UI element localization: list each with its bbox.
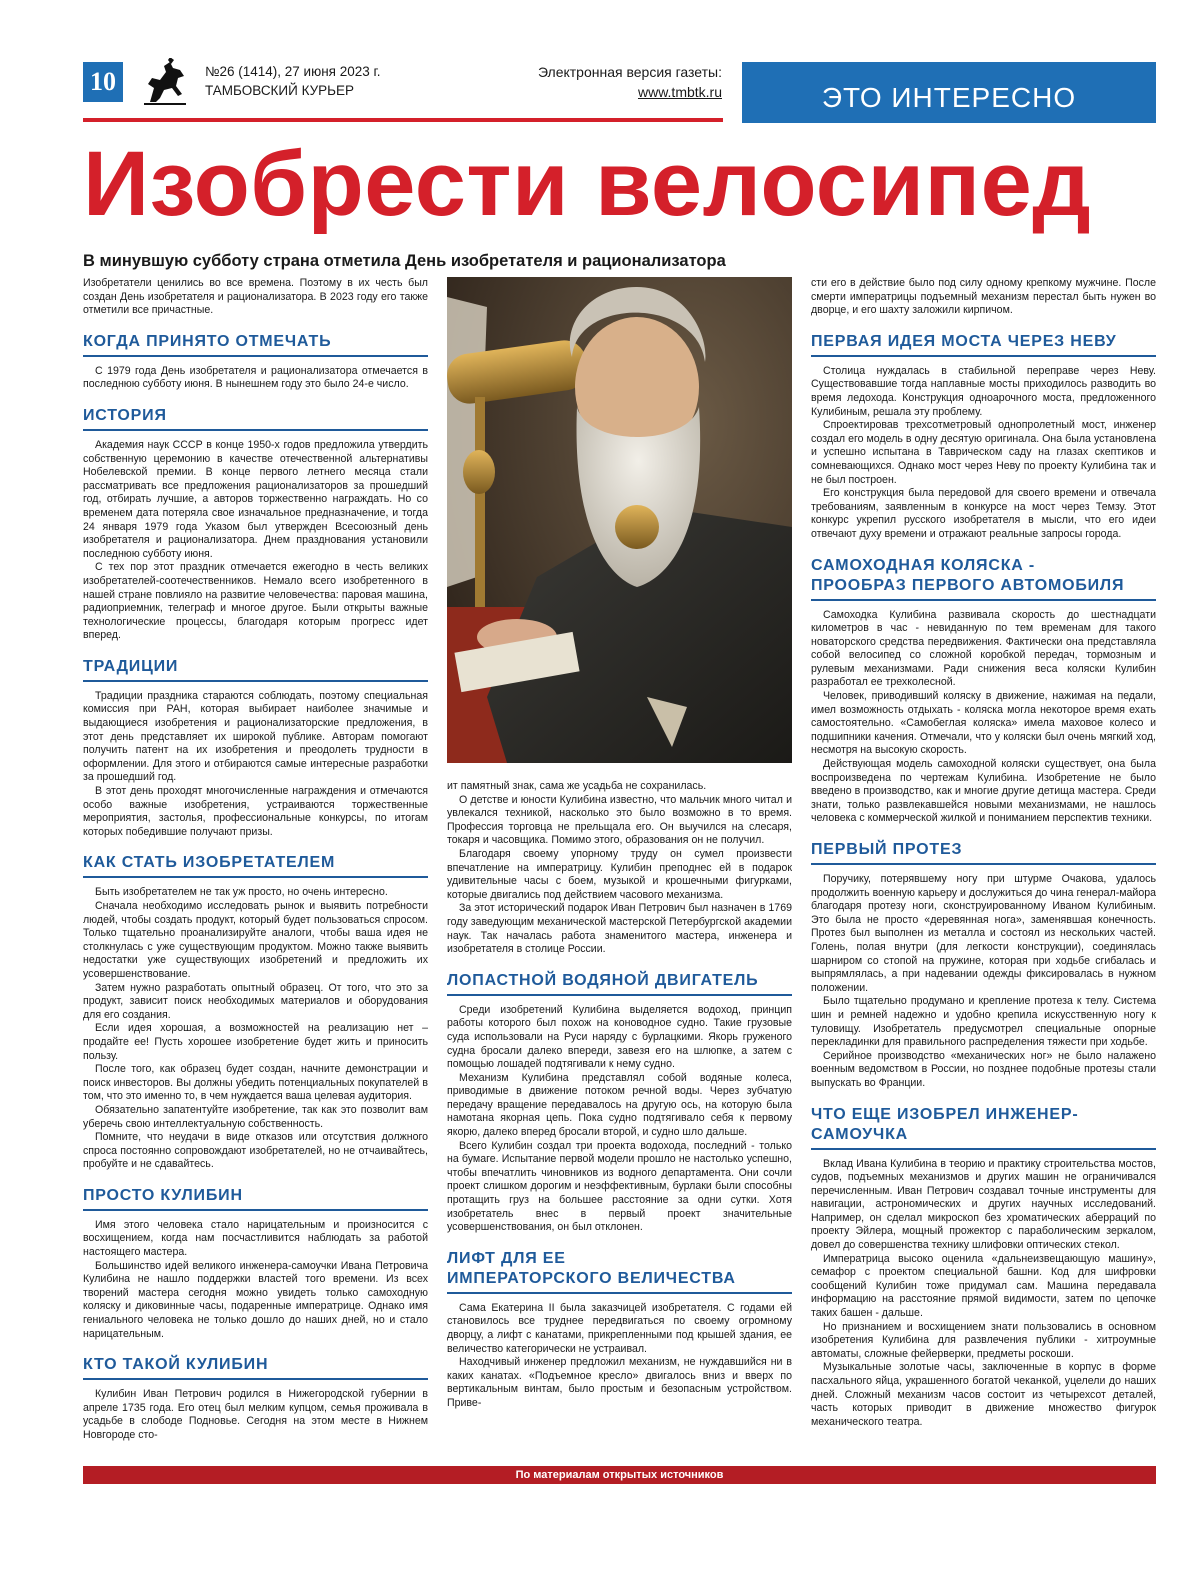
eversion-label: Электронная версия газеты: <box>537 64 722 80</box>
section-heading: КТО ТАКОЙ КУЛИБИН <box>83 1355 428 1380</box>
paragraph: Затем нужно разработать опытный образец. От того, что это за продукт, зависит поиск необходимых материалов и оборудования для его создания. <box>83 981 428 1021</box>
paragraph: Благодаря своему упорному труду он сумел произвести впечатление на императрицу. Кулибин преподнес ей в подарок удивительные часы с боем, музыкой и крошечными фигурками, которые двигались под действием часового механизма. <box>447 847 792 901</box>
kulibin-portrait <box>447 277 792 763</box>
section-heading <box>811 556 1156 601</box>
section-heading: ТРАДИЦИИ <box>83 657 428 682</box>
paragraph: Кулибин Иван Петрович родился в Нижегородской губернии в апреле 1735 года. Его отец был мелким купцом, семья проживала в усадьбе в слободе Подновье. Сегодня на этом месте в Нижнем Новгороде сто- <box>83 1388 428 1441</box>
portrait-image <box>447 277 792 763</box>
paragraph: Столица нуждалась в стабильной переправе через Неву. Существовавшие тогда наплавные мосты приходилось разводить во время ледохода. Конструкция одноарочного моста, предложенного Кулибиным, решала эту проблему. <box>811 364 1156 418</box>
section-heading: ИСТОРИЯ <box>83 406 428 431</box>
paragraph: Большинство идей великого инженера-самоучки Ивана Петровича Кулибина не нашло поддержки властей того времени. Из всех творений мастера сегодня можно увидеть только самоходную коляску и диковинные часы, подаренные императрице. Однако имя гениального человека не только дошло до наших дней, но и стало нарицательным. <box>83 1259 428 1340</box>
issue-number: №26 (1414), 27 июня 2023 г. <box>205 64 381 79</box>
column-1 <box>83 277 428 1443</box>
paragraph: Музыкальные золотые часы, заключенные в корпус в форме пасхального яйца, украшенного богатой чеканкой, уцелели до наших дней. Сложный механизм часов состоит из четырехсот деталей, часть которых приводит в движение множество фигурок механического театра. <box>811 1361 1156 1428</box>
paragraph: Самоходка Кулибина развивала скорость до шестнадцати километров в час - невиданную по тем временам для такого новаторского средства передвижения. Фактически она представляла собой велосипед со сложной коробкой передач, тормозным и рулевым механизмами. Ради снижения веса коляски Кулибин разработал ее трехколесной. <box>811 608 1156 689</box>
electronic-version <box>538 62 722 102</box>
section-heading: ЛОПАСТНОЙ ВОДЯНОЙ ДВИГАТЕЛЬ <box>447 971 792 996</box>
intro-paragraph: Изобретатели ценились во все времена. Поэтому в их честь был создан День изобретателя и рационализатора. В 2023 году его также отметили все причастные. <box>83 277 428 317</box>
heading-line-1: ЛИФТ ДЛЯ ЕЕ <box>447 1249 566 1267</box>
paragraph: Сама Екатерина II была заказчицей изобретателя. С годами ей становилось все труднее передвигаться по своему огромному дворцу, а лифт с канатами, прикрепленными под крышей здания, ее величество категорически не устраивал. <box>447 1301 792 1355</box>
paragraph: Обязательно запатентуйте изобретение, так как это позволит вам уберечь свою интеллектуальную собственность. <box>83 1103 428 1130</box>
heading-line-1: САМОХОДНАЯ КОЛЯСКА - <box>811 556 1036 574</box>
section-heading: ПРОСТО КУЛИБИН <box>83 1186 428 1211</box>
paragraph: Традиции праздника стараются соблюдать, поэтому специальная комиссия при РАН, которая выбирает наиболее значимые и выдающиеся изобретения и рационализаторские предложения, в этот день представляет их широкой публике. Авторам помогают получить патент на их изобретения и преодолеть трудности в оформлении. Для этого и отбираются самые интересные разработки за прошедший год. <box>83 689 428 784</box>
paragraph: Помните, что неудачи в виде отказов или отсутствия должного спроса постоянно сопровождают изобретателей, но не отчаивайтесь, пробуйте и не сдавайтесь. <box>83 1131 428 1171</box>
paragraph: Серийное производство «механических ног» не было налажено военным ведомством в России, но позднее подобные протезы стали выпускать во Франции. <box>811 1049 1156 1089</box>
headline: Изобрести велосипед <box>83 133 1092 235</box>
paragraph: Но признанием и восхищением знати пользовались в основном изобретения Кулибина для развлечения публики - хитроумные автоматы, сложные фейерверки, предметы роскоши. <box>811 1320 1156 1360</box>
section-heading: КАК СТАТЬ ИЗОБРЕТАТЕЛЕМ <box>83 853 428 878</box>
paragraph: О детстве и юности Кулибина известно, что мальчик много читал и увлекался техникой, насколько это было возможно в то время. Профессия торговца не прельщала его. Он выучился на слесаря, токаря и часовщика. Помимо этого, образования он не получил. <box>447 793 792 847</box>
paragraph: С тех пор этот праздник отмечается ежегодно в честь великих изобретателей-соотечественников. Немало всего изобретенного в нашей стране повлияло на развитие человечества: паровая машина, радиоприемник, телеграф и многое другое. Были открыты важные технологические процессы, благодаря которым прогресс идет вперед. <box>83 561 428 642</box>
section-heading: ЧТО ЕЩЕ ИЗОБРЕЛ ИНЖЕНЕР-САМОУЧКА <box>811 1105 1156 1150</box>
page-number: 10 <box>83 62 123 102</box>
section-title: ЭТО ИНТЕРЕСНО <box>742 62 1156 123</box>
paragraph: В этот день проходят многочисленные награждения и отмечаются особо важные изобретения, устраиваются торжественные мероприятия, застолья, профессиональные конкурсы, по итогам которых победившие получают призы. <box>83 785 428 838</box>
horseman-logo-icon <box>140 58 190 106</box>
source-footer: По материалам открытых источников <box>83 1466 1156 1484</box>
paragraph: Было тщательно продумано и крепление протеза к телу. Система шин и ремней надежно и удобно крепила искусственную ногу к туловищу. Изобретатель предусмотрел специальные опорные перекладинки для правильного распределения тяжести при ходьбе. <box>811 995 1156 1049</box>
website-link[interactable]: www.tmbtk.ru <box>637 84 722 100</box>
paragraph: Находчивый инженер предложил механизм, не нуждавшийся ни в каких канатах. «Подъемное кресло» двигалось вниз и вверх по вертикальным винтам, было простым и безопасным устройством. Приве- <box>447 1356 792 1409</box>
lead-text: В минувшую субботу страна отметила День изобретателя и рационализатора <box>83 252 726 270</box>
paragraph: С 1979 года День изобретателя и рационализатора отмечается в последнюю субботу июня. В нынешнем году это было 24-е число. <box>83 364 428 391</box>
header-divider <box>83 118 723 122</box>
paragraph: Среди изобретений Кулибина выделяется водоход, принцип работы которого был похож на коноводное судно. Такие грузовые суда использовали на Руси наряду с бурлацкими. Якорь груженого судна бросали далеко впереди, завезя его на шлюпке, а затем с помощью лошадей подтягивали к нему судно. <box>447 1003 792 1071</box>
paragraph: Императрица высоко оценила «дальнеизвещающую машину», семафор с проектом специальной башни. Код для шифровки сообщений Кулибин тоже придумал сам. Машина передавала информацию на расстояние прямой видимости, затем по цепочке таких башен - дальше. <box>811 1252 1156 1320</box>
paragraph: Человек, приводивший коляску в движение, нажимая на педали, имел возможность отдыхать - коляска могла некоторое время ехать самостоятельно. «Самобеглая коляска» имела маховое колесо и подшипники качения. Отмечали, что у коляски был очень мягкий ход, несмотря на высокую скорость. <box>811 690 1156 757</box>
newspaper-name: ТАМБОВСКИЙ КУРЬЕР <box>205 83 355 98</box>
paragraph: После того, как образец будет создан, начните демонстрации и поиск инвесторов. Вы должны убедить потенциальных покупателей в том, что это именно то, в чем нуждается ваша целевая аудитория. <box>83 1063 428 1103</box>
paragraph: Всего Кулибин создал три проекта водохода, последний - только на бумаге. Испытание первой модели прошло не настолько успешно, чтобы впечатлить чиновников из водного департамента. Они сочли проект слишком дорогим и неэффективным, бурлаки были способны протащить груз на большее расстояние за одни сутки. Хотя изобретатель внес в первый проект значительные усовершенствования, он был отклонен. <box>447 1139 792 1234</box>
paragraph: Действующая модель самоходной коляски существует, она была воспроизведена по чертежам Кулибина. Изобретение не было введено в производство, как и многие другие детища мастера. Среди знати, только развлекавшейся новыми механизмами, не нашлось человека с коммерческой жилкой и пониманием перспектив техники. <box>811 758 1156 825</box>
section-heading: ПЕРВАЯ ИДЕЯ МОСТА ЧЕРЕЗ НЕВУ <box>811 332 1156 357</box>
paragraph: Механизм Кулибина представлял собой водяные колеса, приводимые в движение потоком речной воды. Через зубчатую передачу вращение передавалось на другую ось, на которую была намотана якорная цепь. Пока судно подтягивало себя к первому якорю, далеко вперед бросали второй, и судно шло дальше. <box>447 1071 792 1139</box>
paragraph: ит памятный знак, сама же усадьба не сохранилась. <box>447 780 707 792</box>
paragraph: Быть изобретателем не так уж просто, но очень интересно. <box>95 886 388 899</box>
column-3 <box>811 277 1156 1429</box>
paragraph: Его конструкция была передовой для своего времени и отвечала требованиям, заявленным в конкурсе на мост через Темзу. Этот конкурс укрепил русского изобретателя в мысли, что его идеи отвечают духу времени и отражают реальные запросы города. <box>811 487 1156 540</box>
paragraph: Спроектировав трехсотметровый однопролетный мост, инженер создал его модель в одну десятую оригинала. Она была установлена и успешно испытана в Таврическом саду на глазах скептиков и сомневающихся. Однако мост через Неву по проекту Кулибина так и не был построен. <box>811 419 1156 486</box>
paragraph: Академия наук СССР в конце 1950-х годов предложила утвердить собственную церемонию в качестве отечественной альтернативы Нобелевской премии. В конце первого летнего месяца стали рассматривать все предложения рационализаторов за прошедший год, отбирать лучшие, а авторов торжественно награждать. Но со временем дата потеряла свое изначальное предназначение, и тогда 24 января 1979 года Указом был утвержден Всесоюзный день изобретателя и рационализатора. Днем празднования установили последнюю субботу июня. <box>83 438 428 560</box>
paragraph: Если идея хорошая, а возможностей на реализацию нет – продайте ее! Пусть хорошее изобретение будет жить и приносить пользу. <box>83 1022 428 1062</box>
heading-line-2: ИМПЕРАТОРСКОГО ВЕЛИЧЕСТВА <box>447 1269 736 1287</box>
section-heading: ПЕРВЫЙ ПРОТЕЗ <box>811 840 1156 865</box>
issue-info <box>205 62 381 100</box>
section-heading <box>447 1249 792 1294</box>
paragraph: За этот исторический подарок Иван Петрович был назначен в 1769 году заведующим механической мастерской Петербургской академии наук. Так началась работа знаменитого мастера, инженера и изобретателя в столице России. <box>447 902 792 956</box>
paragraph: Сначала необходимо исследовать рынок и выявить потребности людей, чтобы создать продукт, который будет пользоваться спросом. Только тщательно проанализируйте аналоги, чтобы ваша идея не столкнулась с уже существующим продуктом. Можно также выявить недостатки уже существующих изобретений и предложить их усовершенствование. <box>83 900 428 980</box>
heading-line-2: ПРООБРАЗ ПЕРВОГО АВТОМОБИЛЯ <box>811 576 1125 594</box>
paragraph: Вклад Ивана Кулибина в теорию и практику строительства мостов, судов, подъемных механизмов и других машин не ограничивался перечисленным. Иван Петрович создавал точные инструменты для навигации, астрономических и других научных исследований. Например, он сделал микроскоп без хроматических аберраций по проекту Эйлера, мощный прожектор с параболическим зеркалом, довел до совершенства технику шлифовки оптических стекол. <box>811 1157 1156 1252</box>
section-heading: КОГДА ПРИНЯТО ОТМЕЧАТЬ <box>83 332 428 357</box>
paragraph: Имя этого человека стало нарицательным и произносится с восхищением, когда нам посчастливится наблюдать за работой настоящего мастера. <box>83 1218 428 1259</box>
paragraph: Поручику, потерявшему ногу при штурме Очакова, удалось продолжить военную карьеру и дослужиться до чина генерал-майора благодаря протезу ноги, сконструированному Иваном Кулибиным. Это была не просто «деревянная нога», заменявшая конечность. Протез был выполнен из металла и состоял из нескольких частей. Голень, полая внутри (для легкости конструкции), соединялась шарниром со стопой на пружине, которая при ходьбе сгибалась и выпрямлялась, а при надевании одежды фиксировалась в нужном положении. <box>811 873 1156 994</box>
paragraph: сти его в действие было под силу одному крепкому мужчине. После смерти императрицы подъемный механизм перестал быть нужен во дворце, и его шахту заложили кирпичом. <box>811 277 1156 317</box>
column-2 <box>447 780 792 1411</box>
